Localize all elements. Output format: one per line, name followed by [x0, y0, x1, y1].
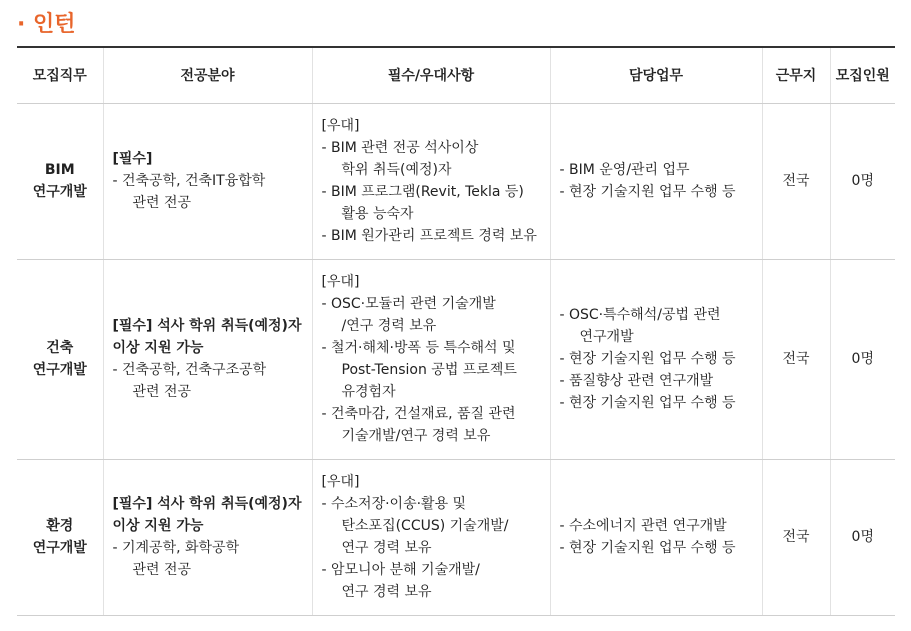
- job-cell: [17, 103, 103, 259]
- table-row: [17, 259, 895, 459]
- major-heading: [필수] 석사 학위 취득(예정)자: [112, 318, 302, 334]
- requirement-item: - 건축마감, 건설재료, 품질 관련 기술개발/연구 경력 보유: [321, 406, 516, 444]
- headcount-cell: 0명: [830, 459, 895, 615]
- requirement-item: - 수소저장·이송·활용 및 탄소포집(CCUS) 기술개발/ 연구 경력 보유: [321, 496, 509, 556]
- requirement-item: - BIM 원가관리 프로젝트 경력 보유: [321, 228, 537, 244]
- job-name-line: BIM: [44, 162, 75, 178]
- job-name-line: 환경: [46, 518, 74, 534]
- header-major: 전공분야: [103, 47, 312, 103]
- major-heading: 이상 지원 가능: [112, 518, 204, 534]
- table-row: [17, 459, 895, 615]
- header-duties: 담당업무: [550, 47, 762, 103]
- requirement-item: - BIM 관련 전공 석사이상 학위 취득(예정)자: [321, 140, 479, 178]
- major-heading: 이상 지원 가능: [112, 340, 204, 356]
- header-headcount: 모집인원: [830, 47, 895, 103]
- major-item: - 건축공학, 건축IT융합학 관련 전공: [112, 173, 266, 211]
- job-name-line: 건축: [46, 340, 74, 356]
- major-cell: [103, 459, 312, 615]
- major-cell: [103, 103, 312, 259]
- duties-cell: [550, 259, 762, 459]
- section-title: · 인턴: [17, 12, 76, 37]
- headcount-cell: 0명: [830, 259, 895, 459]
- job-name-line: 연구개발: [32, 362, 87, 378]
- duty-item: - 현장 기술지원 업무 수행 등: [559, 395, 736, 411]
- duty-item: - BIM 운영/관리 업무: [559, 162, 690, 178]
- header-location: 근무지: [762, 47, 830, 103]
- requirements-heading: [우대]: [321, 274, 360, 290]
- duty-item: - 품질향상 관련 연구개발: [559, 373, 714, 389]
- major-item: - 기계공학, 화학공학 관련 전공: [112, 540, 240, 578]
- requirements-cell: [312, 459, 550, 615]
- requirement-item: - 암모니아 분해 기술개발/ 연구 경력 보유: [321, 562, 480, 600]
- job-cell: [17, 259, 103, 459]
- duty-item: - 현장 기술지원 업무 수행 등: [559, 184, 736, 200]
- major-cell: [103, 259, 312, 459]
- location-cell: 전국: [762, 103, 830, 259]
- requirement-item: - BIM 프로그램(Revit, Tekla 등) 활용 능숙자: [321, 184, 524, 222]
- duties-cell: [550, 459, 762, 615]
- major-heading: [필수] 석사 학위 취득(예정)자: [112, 496, 302, 512]
- job-cell: [17, 459, 103, 615]
- requirements-heading: [우대]: [321, 118, 360, 134]
- requirements-cell: [312, 259, 550, 459]
- requirements-heading: [우대]: [321, 474, 360, 490]
- duty-item: - OSC·특수해석/공법 관련 연구개발: [559, 307, 721, 345]
- table-header-row: [17, 47, 895, 103]
- job-name-line: 연구개발: [32, 540, 87, 556]
- duty-item: - 현장 기술지원 업무 수행 등: [559, 540, 736, 556]
- requirement-item: - OSC·모듈러 관련 기술개발 /연구 경력 보유: [321, 296, 496, 334]
- recruitment-table: [17, 46, 895, 616]
- header-job: 모집직무: [17, 47, 103, 103]
- location-cell: 전국: [762, 259, 830, 459]
- headcount-cell: 0명: [830, 103, 895, 259]
- table-row: [17, 103, 895, 259]
- duties-cell: [550, 103, 762, 259]
- header-requirements: 필수/우대사항: [312, 47, 550, 103]
- duty-item: - 수소에너지 관련 연구개발: [559, 518, 727, 534]
- major-heading: [필수]: [112, 151, 153, 167]
- job-name-line: 연구개발: [32, 184, 87, 200]
- duty-item: - 현장 기술지원 업무 수행 등: [559, 351, 736, 367]
- requirements-cell: [312, 103, 550, 259]
- major-item: - 건축공학, 건축구조공학 관련 전공: [112, 362, 267, 400]
- location-cell: 전국: [762, 459, 830, 615]
- requirement-item: - 철거·해체·방폭 등 특수해석 및 Post-Tension 공법 프로젝트 유경험자: [321, 340, 517, 400]
